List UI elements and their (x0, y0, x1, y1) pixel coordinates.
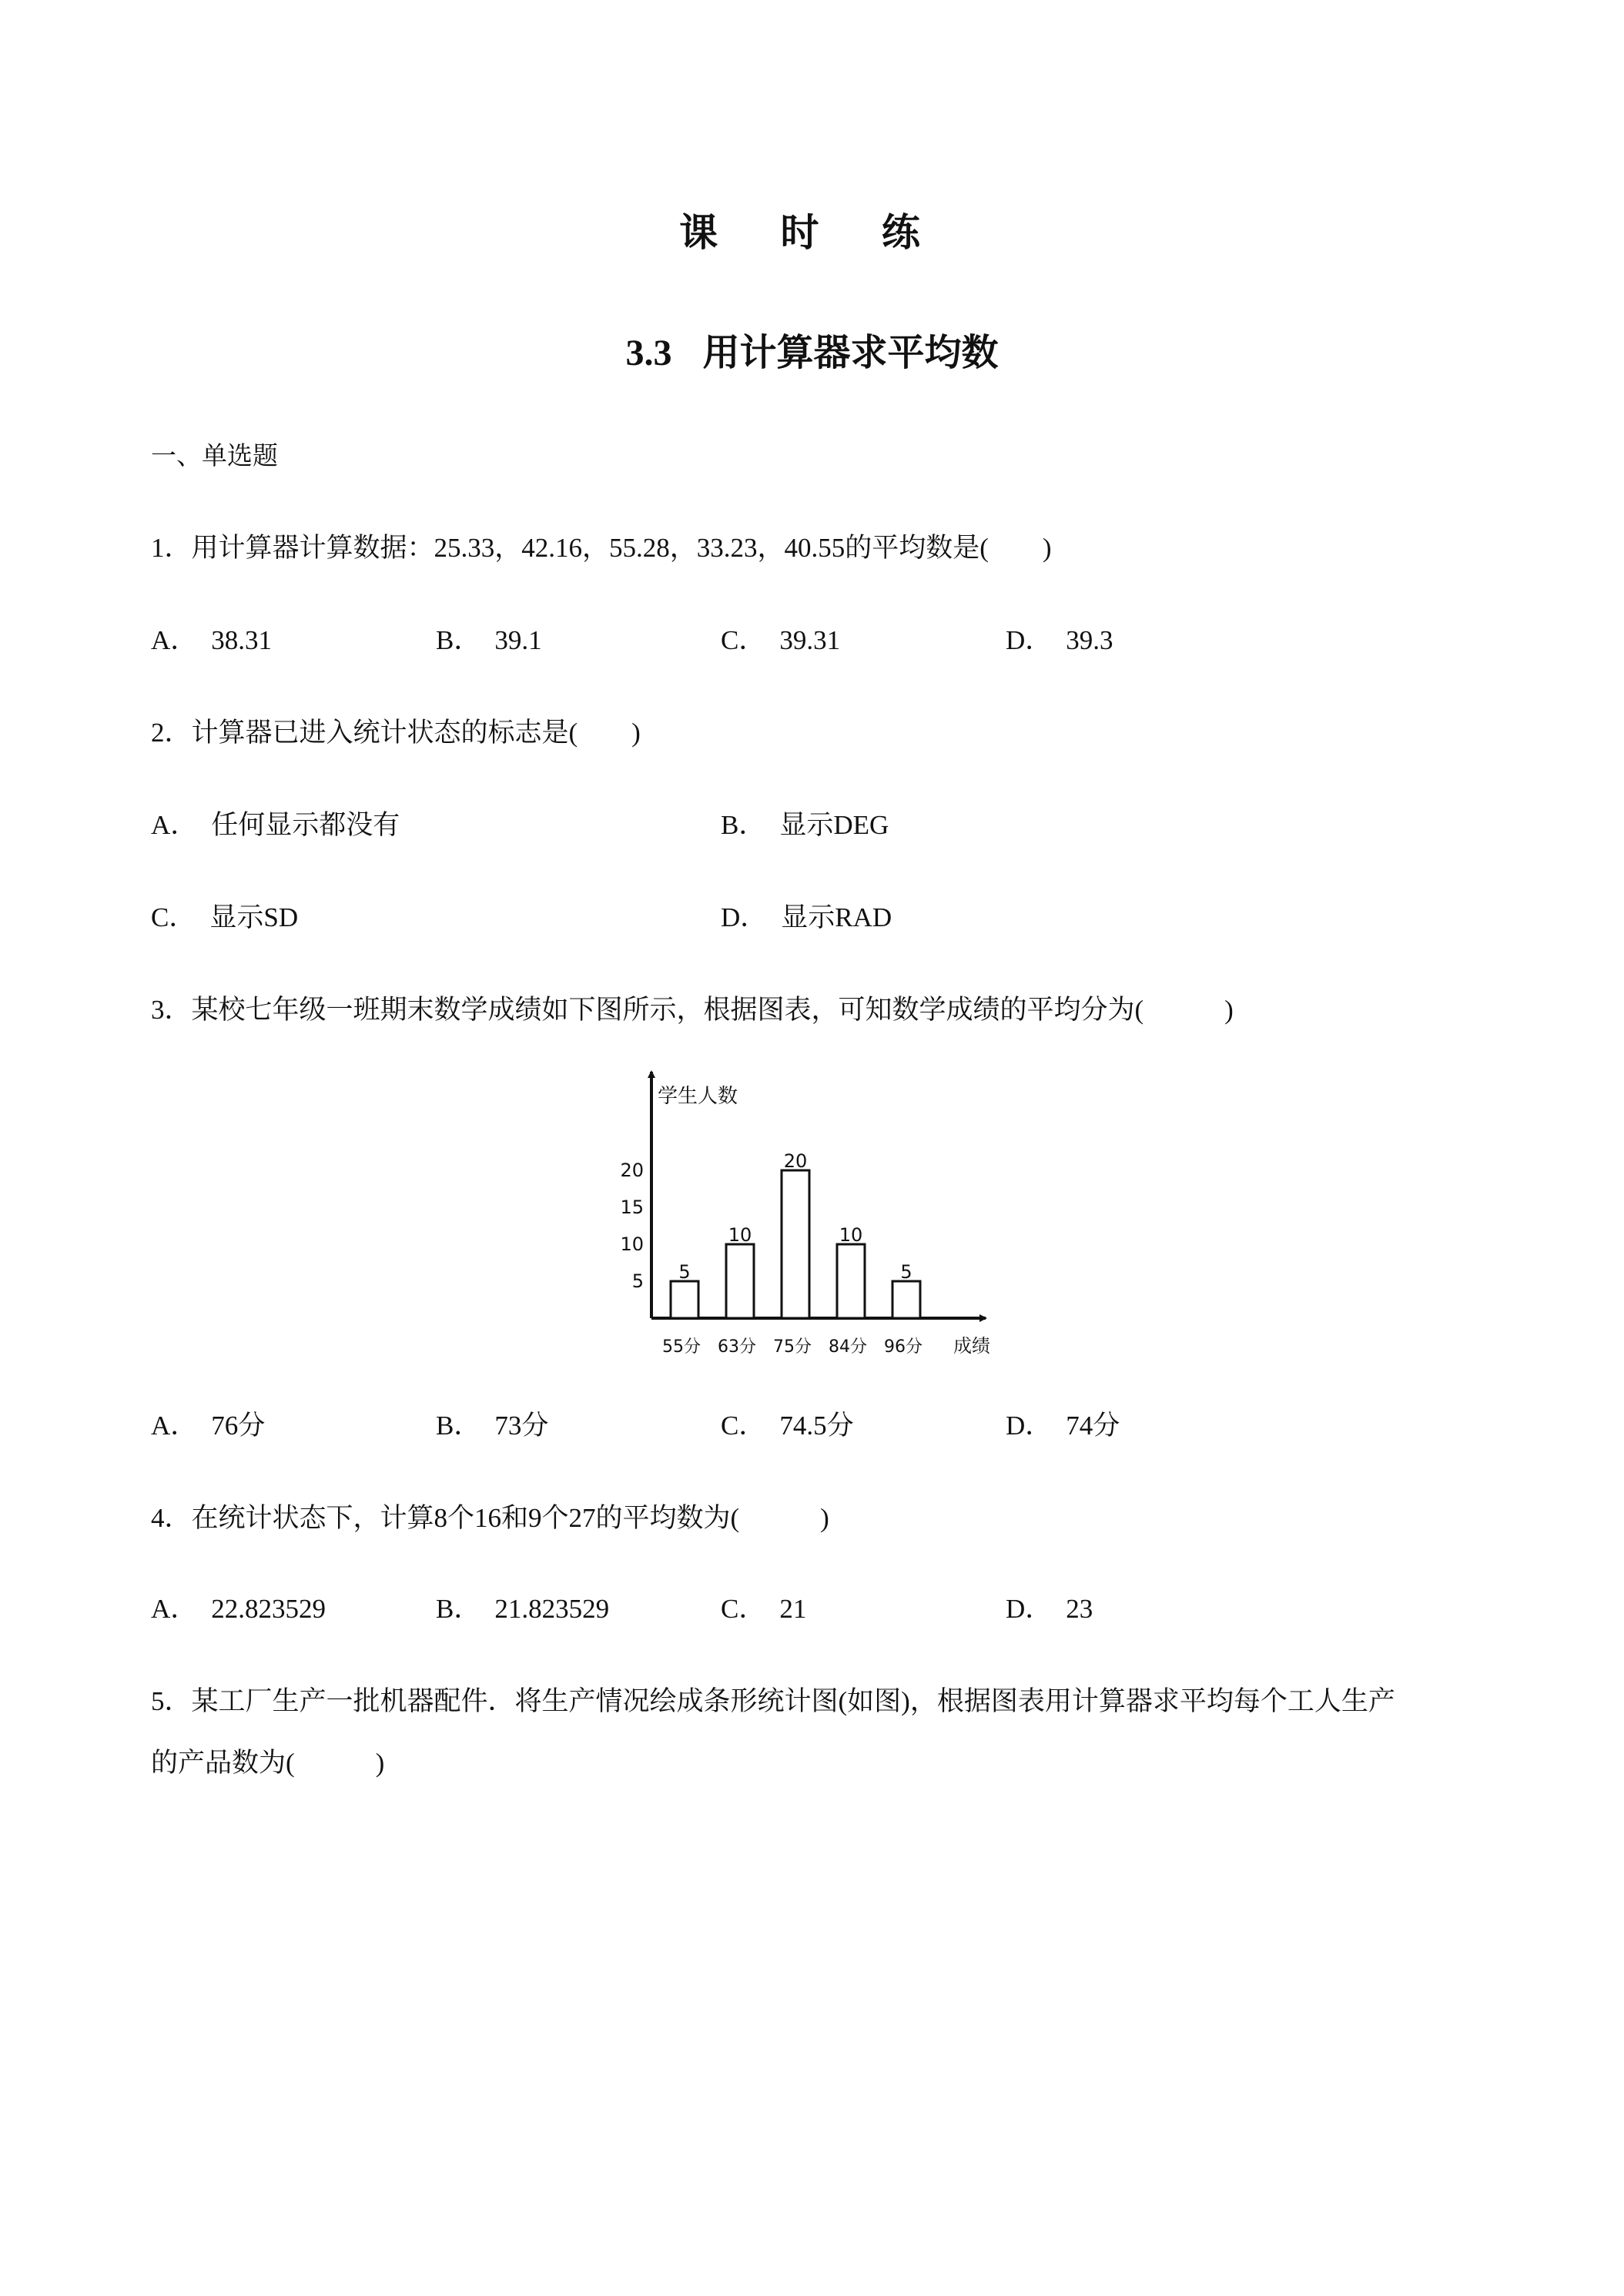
question-text: 某工厂生产一批机器配件．将生产情况绘成条形统计图(如图)，根据图表用计算器求平均每个工人生产 (191, 1686, 1395, 1716)
bar-data-label: 20 (783, 1150, 808, 1172)
page-subtitle (0, 330, 1624, 377)
y-tick-label: 15 (620, 1197, 644, 1218)
q1-option-c[interactable] (721, 624, 840, 658)
question-text: 某校七年级一班期末数学成绩如下图所示，根据图表，可知数学成绩的平均分为( ) (191, 995, 1234, 1025)
bar (782, 1170, 809, 1318)
question-4 (151, 1501, 829, 1535)
question-5 (151, 1685, 1395, 1719)
option-label: D． (1006, 1594, 1053, 1624)
page-title: 课 时 练 (679, 210, 945, 255)
bar-data-label: 5 (900, 1261, 912, 1283)
subtitle-text: 用计算器求平均数 (702, 331, 999, 374)
q4-option-c[interactable] (721, 1592, 806, 1626)
q1-option-b[interactable] (436, 624, 542, 658)
q4-option-a[interactable] (151, 1592, 326, 1626)
option-label: A． (151, 1594, 198, 1624)
option-label: C． (721, 1594, 766, 1624)
option-text: 22.823529 (211, 1594, 326, 1624)
question-1 (151, 531, 1052, 565)
y-tick-label: 10 (620, 1233, 644, 1255)
option-label: C． (721, 1411, 766, 1441)
option-text: 76分 (211, 1411, 266, 1441)
option-text: 38.31 (211, 625, 273, 655)
bar-data-label: 10 (728, 1224, 752, 1246)
option-label: B． (436, 625, 481, 655)
option-text: 74分 (1066, 1411, 1120, 1441)
q2-option-b[interactable] (721, 808, 889, 842)
q3-option-b[interactable] (436, 1409, 548, 1443)
q3-option-c[interactable] (721, 1409, 854, 1443)
bar (892, 1281, 920, 1318)
option-label: A． (151, 1411, 198, 1441)
option-label: D． (721, 902, 768, 932)
question-text: 在统计状态下，计算8个16和9个27的平均数为( ) (191, 1503, 829, 1533)
question-2 (151, 716, 641, 750)
option-label: D． (1006, 1411, 1053, 1441)
bar-data-label: 10 (839, 1224, 863, 1246)
option-text: 23 (1066, 1594, 1093, 1624)
subtitle-number: 3.3 (625, 333, 672, 373)
score-bar-chart (593, 1063, 1009, 1371)
question-3 (151, 993, 1234, 1027)
bar (671, 1281, 698, 1318)
question-5-line-2: 的产品数为( ) (151, 1748, 385, 1778)
y-axis-label: 学生人数 (658, 1085, 738, 1108)
x-tick-label: 96分 (884, 1337, 922, 1357)
q1-option-a[interactable] (151, 624, 272, 658)
option-label: A． (151, 625, 198, 655)
question-text: 用计算器计算数据：25.33，42.16，55.28，33.23，40.55的平均数是( ) (191, 533, 1052, 563)
section-heading: 一、单选题 (151, 440, 278, 470)
q3-option-a[interactable] (151, 1409, 265, 1443)
q3-option-d[interactable] (1006, 1409, 1120, 1443)
x-axis-label: 成绩 (953, 1335, 990, 1357)
option-label: A． (151, 810, 198, 840)
option-text: 74.5分 (779, 1411, 854, 1441)
option-label: D． (1006, 625, 1053, 655)
bar (837, 1244, 865, 1318)
option-label: B． (436, 1411, 481, 1441)
option-label: C． (721, 625, 766, 655)
question-number: 4． (151, 1503, 192, 1533)
option-text: 显示RAD (781, 902, 892, 932)
y-tick-label: 5 (631, 1270, 644, 1292)
q2-option-d[interactable] (721, 901, 892, 935)
question-text: 计算器已进入统计状态的标志是( ) (191, 718, 641, 748)
question-number: 3． (151, 995, 192, 1025)
x-tick-labels (662, 1337, 922, 1357)
option-text: 39.3 (1066, 625, 1113, 655)
y-ticks (620, 1160, 644, 1292)
option-label: C． (151, 902, 196, 932)
question-number: 2． (151, 718, 192, 748)
x-tick-label: 84分 (829, 1337, 867, 1357)
q2-option-c[interactable] (151, 901, 298, 935)
bar-data-label: 5 (678, 1261, 691, 1283)
question-number: 1． (151, 533, 192, 563)
option-text: 显示DEG (779, 810, 889, 840)
option-text: 任何显示都没有 (211, 810, 400, 840)
x-tick-label: 55分 (662, 1337, 701, 1357)
q2-option-a[interactable] (151, 808, 400, 842)
option-label: B． (721, 810, 766, 840)
question-number: 5． (151, 1686, 192, 1716)
y-tick-label: 20 (620, 1160, 644, 1181)
option-text: 21 (779, 1594, 807, 1624)
option-text: 39.1 (494, 625, 542, 655)
option-text: 21.823529 (494, 1594, 610, 1624)
x-tick-label: 75分 (773, 1337, 812, 1357)
x-tick-label: 63分 (718, 1337, 756, 1357)
chart-svg (593, 1063, 1009, 1371)
q4-option-d[interactable] (1006, 1592, 1093, 1626)
option-text: 73分 (494, 1411, 549, 1441)
q1-option-d[interactable] (1006, 624, 1113, 658)
option-text: 39.31 (779, 625, 841, 655)
option-label: B． (436, 1594, 481, 1624)
bar (726, 1244, 754, 1318)
q4-option-b[interactable] (436, 1592, 609, 1626)
option-text: 显示SD (209, 902, 299, 932)
bars (671, 1150, 920, 1318)
